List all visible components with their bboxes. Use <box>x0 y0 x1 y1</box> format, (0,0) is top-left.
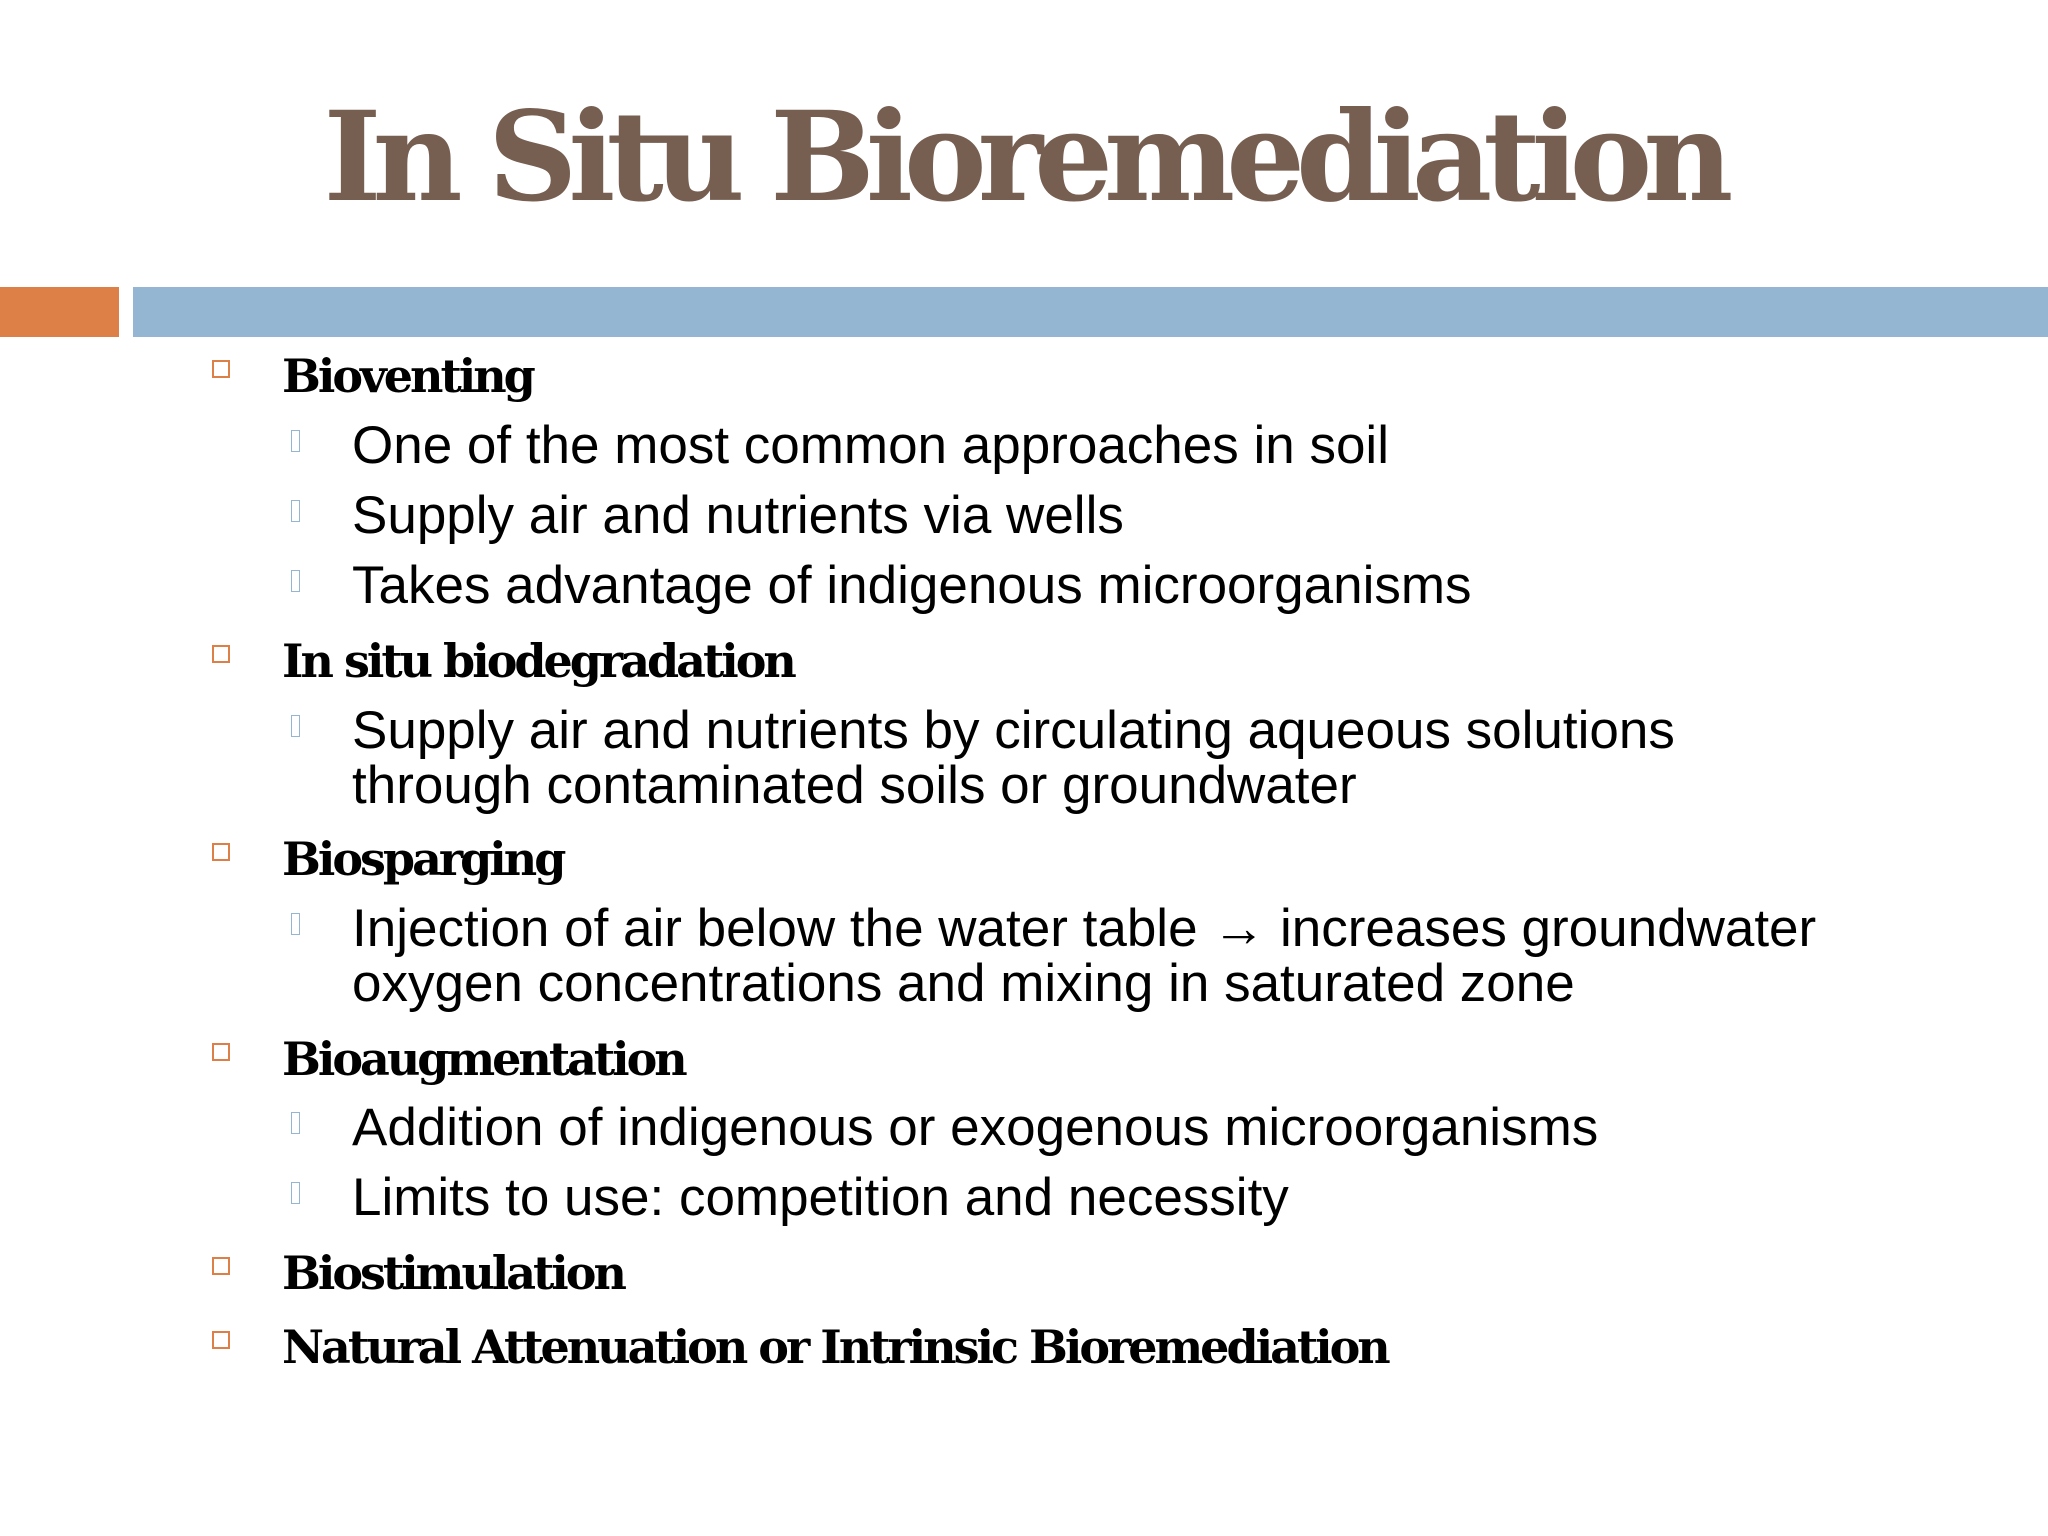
sub-bullet-icon <box>291 1112 300 1134</box>
sub-bullet-icon <box>291 570 300 592</box>
square-bullet-icon <box>212 645 230 663</box>
bullet-heading-in-situ-biodegradation: In situ biodegradation <box>282 634 794 688</box>
bullet-heading-natural-attenuation: Natural Attenuation or Intrinsic Bioremediation <box>282 1320 1388 1374</box>
sub-bullet-text: Injection of air below the water table → increases groundwater <box>352 899 1817 958</box>
sub-bullet-icon <box>291 913 300 935</box>
square-bullet-icon <box>212 1043 230 1061</box>
bullet-heading-bioaugmentation: Bioaugmentation <box>282 1032 685 1086</box>
square-bullet-icon <box>212 360 230 378</box>
bullet-heading-biosparging: Biosparging <box>282 832 564 886</box>
sub-bullet-icon <box>291 715 300 737</box>
sub-bullet-text: Limits to use: competition and necessity <box>352 1168 1289 1227</box>
sub-bullet-text-continued: through contaminated soils or groundwater <box>352 756 1357 815</box>
sub-bullet-text: One of the most common approaches in soil <box>352 416 1389 475</box>
sub-bullet-icon <box>291 1182 300 1204</box>
bullet-heading-biostimulation: Biostimulation <box>282 1246 624 1300</box>
square-bullet-icon <box>212 843 230 861</box>
sub-bullet-text: Supply air and nutrients by circulating aqueous solutions <box>352 701 1675 760</box>
sub-bullet-icon <box>291 430 300 452</box>
square-bullet-icon <box>212 1331 230 1349</box>
sub-bullet-icon <box>291 500 300 522</box>
bullet-heading-bioventing: Bioventing <box>282 349 533 403</box>
slide-title: In Situ Bioremediation <box>323 85 1725 230</box>
square-bullet-icon <box>212 1257 230 1275</box>
sub-bullet-text-continued: oxygen concentrations and mixing in saturated zone <box>352 954 1575 1013</box>
sub-bullet-text: Supply air and nutrients via wells <box>352 486 1124 545</box>
sub-bullet-text: Takes advantage of indigenous microorganisms <box>352 556 1472 615</box>
sub-bullet-text: Addition of indigenous or exogenous microorganisms <box>352 1098 1599 1157</box>
